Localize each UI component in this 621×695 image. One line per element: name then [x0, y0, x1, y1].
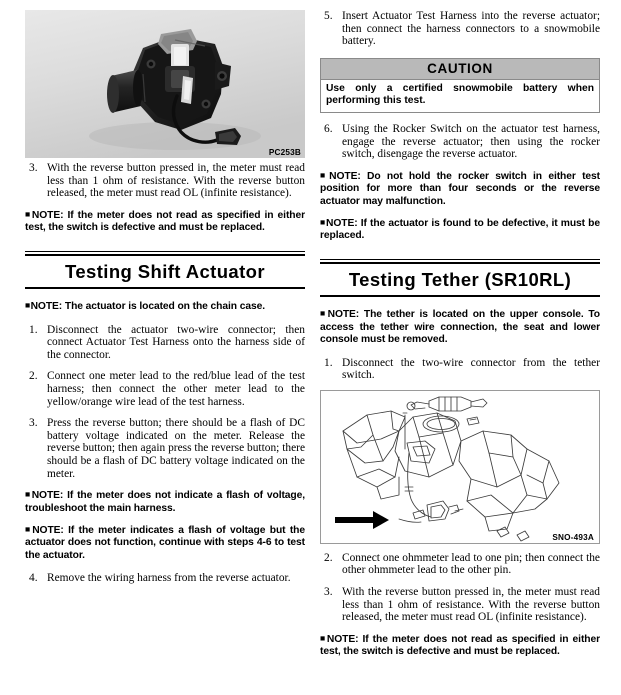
note-switch-defective: [25, 210, 305, 235]
step-text: Remove the wiring harness from the reverse actuator.: [47, 572, 291, 585]
step-text: Disconnect the actuator two-wire connector; then connect Actuator Test Harness onto the harness side of the connector.: [47, 323, 305, 361]
note-actuator-defective: [320, 218, 600, 243]
step-number: 1.: [324, 356, 333, 369]
step-text: Press the reverse button; there should be a flash of DC battery voltage indicated on the meter. Release the reverse button; then again press the reverse button; there should be a flash of DC battery voltage indicated on the meter.: [47, 417, 305, 480]
left-column: [25, 10, 305, 585]
right-step-1-list: [320, 357, 600, 382]
step-text: Using the Rocker Switch on the actuator test harness, engage the reverse actuator; then using the rocker switch, disengage the reverse actuator.: [342, 122, 600, 161]
step-text: Connect one ohmmeter lead to one pin; then connect the other ohmmeter lead to the other pin.: [342, 551, 600, 577]
list-item: [320, 123, 600, 161]
step-text: Disconnect the two-wire connector from the tether switch.: [342, 356, 600, 382]
note-actuator-location: [25, 301, 305, 313]
note-text: NOTE: If the meter does not indicate a flash of voltage, troubleshoot the main harness.: [25, 490, 305, 514]
note-bullet-icon: ■: [320, 632, 327, 643]
note-text: NOTE: If the actuator is found to be defective, it must be replaced.: [320, 217, 600, 242]
step-number: 5.: [324, 10, 333, 22]
step-number: 4.: [29, 572, 38, 585]
note-tether-location: [320, 309, 600, 346]
note-bullet-icon: ■: [320, 216, 326, 227]
step-number: 2.: [324, 551, 333, 564]
step-number: 6.: [324, 122, 333, 135]
figure-actuator-photo: [25, 10, 305, 158]
section-title: Testing Tether (SR10RL): [348, 269, 572, 291]
step-number: 3.: [29, 162, 38, 174]
step-number: 1.: [29, 323, 38, 336]
list-item: [25, 417, 305, 480]
section-title: Testing Shift Actuator: [65, 261, 265, 283]
caution-box: [320, 58, 600, 113]
console-line-drawing: [320, 390, 600, 544]
left-step-3-list: [25, 162, 305, 200]
caution-title: CAUTION: [321, 59, 599, 80]
list-item: [25, 324, 305, 362]
right-column: [320, 10, 600, 669]
step-text: With the reverse button pressed in, the meter must read less than 1 ohm of resistance. With the reverse button released, the meter must read OL (infinite resistance).: [342, 586, 600, 624]
note-bullet-icon: ■: [25, 208, 32, 219]
heading-testing-tether: [320, 259, 600, 298]
step-text: Insert Actuator Test Harness into the reverse actuator; then connect the harness connectors to a snowmobile battery.: [342, 10, 600, 48]
list-item: [25, 370, 305, 408]
note-rocker-hold: [320, 171, 600, 208]
step-number: 3.: [324, 586, 333, 599]
note-text: NOTE: If the meter indicates a flash of voltage but the actuator does not function, continue with steps 4-6 to test the actuator.: [25, 525, 305, 561]
right-step-6-list: [320, 123, 600, 161]
step-number: 3.: [29, 417, 38, 430]
right-step-5-list: [320, 10, 600, 48]
note-text: NOTE: If the meter does not read as specified in either test, the switch is defective and must be replaced.: [25, 209, 305, 234]
note-flash-no-function: [25, 525, 305, 562]
note-bullet-icon: ■: [320, 169, 329, 180]
note-bullet-icon: ■: [320, 308, 328, 319]
heading-testing-shift-actuator: [25, 251, 305, 290]
step-number: 2.: [29, 370, 38, 383]
figure-caption-pc253b: PC253B: [268, 148, 301, 157]
note-bullet-icon: ■: [25, 300, 31, 311]
note-bullet-icon: ■: [25, 489, 32, 500]
actuator-steps-list: [25, 324, 305, 481]
note-switch-defective: [320, 634, 600, 659]
note-text: NOTE: The tether is located on the upper console. To access the tether wire connection, the seat and lower console must be removed.: [320, 309, 600, 346]
note-text: NOTE: The actuator is located on the chain case.: [30, 301, 265, 313]
list-item: [25, 572, 305, 585]
list-item: [320, 10, 600, 48]
list-item: [320, 586, 600, 624]
left-step-4-list: [25, 572, 305, 585]
figure-console-drawing: [320, 390, 600, 544]
rule-under: [25, 287, 305, 289]
console-drawing-graphic: [321, 391, 599, 543]
list-item: [320, 357, 600, 382]
actuator-photo-graphic: [25, 10, 305, 158]
figure-caption-sno493a: SNO-493A: [552, 532, 594, 542]
pointer-arrow-icon: [335, 511, 389, 529]
caution-body: Use only a certified snowmobile battery when performing this test.: [326, 82, 594, 107]
actuator-photo: [25, 10, 305, 158]
step-text: With the reverse button pressed in, the meter must read less than 1 ohm of resistance. With the reverse button released, the meter must read OL (infinite resistance).: [47, 162, 305, 200]
rule-under: [320, 295, 600, 297]
tether-steps-list: [320, 552, 600, 624]
list-item: [25, 162, 305, 200]
step-text: Connect one meter lead to the red/blue lead of the test harness; then connect the other meter lead to the yellow/orange wire lead of the test harness.: [47, 370, 305, 408]
note-text: NOTE: If the meter does not read as specified in either test, the switch is defective and must be replaced.: [320, 633, 600, 658]
note-no-flash: [25, 490, 305, 515]
list-item: [320, 552, 600, 577]
note-text: NOTE: Do not hold the rocker switch in either test position for more than four seconds or the reverse actuator may malfunction.: [320, 170, 601, 207]
note-bullet-icon: ■: [25, 524, 32, 535]
